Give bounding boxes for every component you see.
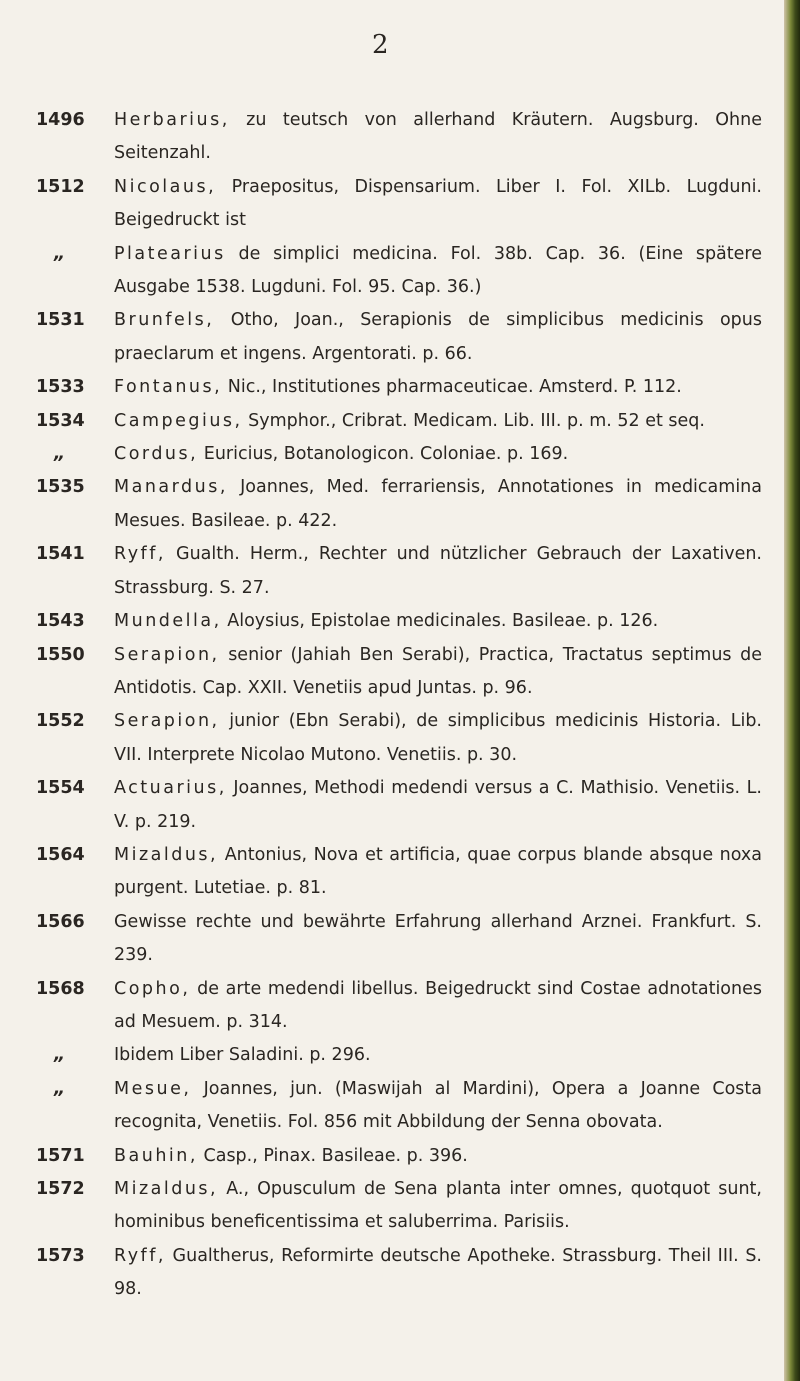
entry-author: Mesue, [114,1078,192,1099]
bibliography-entry [36,238,762,305]
entry-year: „ [54,444,66,465]
entry-description: senior (Jahiah Ben Serabi), Practica, Tractatus septimus de Antidotis. Cap. XXII. Venetiis apud Juntas. p. 96. [114,644,762,698]
bibliography-entry [36,1039,762,1072]
entry-description: Gualth. Herm., Rechter und nützlicher Gebrauch der Laxativen. Strassburg. S. 27. [114,544,762,598]
entry-description: A., Opusculum de Sena planta inter omnes, quotquot sunt, hominibus beneficentissima et saluberrima. Parisiis. [114,1179,762,1233]
entry-year: 1550 [36,644,85,665]
bibliography-entry [36,405,762,438]
entry-text [114,705,762,772]
entry-description: Joannes, Med. ferrariensis, Annotationes in medicamina Mesues. Basileae. p. 422. [114,477,762,531]
bibliography-entry [36,973,762,1040]
bibliography-entry [36,1073,762,1140]
entry-description: Joannes, Methodi medendi versus a C. Mathisio. Venetiis. L. V. p. 219. [114,778,762,832]
entry-author: Mundella, [114,611,222,632]
entry-author: Bauhin, [114,1145,198,1166]
entry-author: Actuarius, [114,778,227,799]
entry-year: 1496 [36,110,85,130]
bibliography-entry [36,438,762,471]
bibliography-entry [36,171,762,238]
entry-text [114,171,762,238]
entry-year: „ [54,1078,66,1099]
bibliography-entry [36,1140,762,1173]
entry-author: Herbarius, [114,110,230,130]
page-number: 2 [372,30,390,60]
entry-text [114,1140,762,1173]
page-edge-decoration [784,0,800,1381]
entry-author: Cordus, [114,444,199,465]
entry-description: Ibidem Liber Saladini. p. 296. [114,1045,371,1066]
entry-description: Gualtherus, Reformirte deutsche Apotheke. Strassburg. Theil III. S. 98. [114,1245,762,1300]
entry-author: Mizaldus, [114,1179,219,1199]
entry-description: zu teutsch von allerhand Kräutern. Augsburg. Ohne Seitenzahl. [114,110,762,164]
entry-author: Ryff, [114,544,166,565]
entry-description: Gewisse rechte und bewährte Erfahrung allerhand Arznei. Frankfurt. S. 239. [114,911,762,966]
entry-text [114,839,762,906]
bibliography-entry [36,772,762,839]
entry-author: Mizaldus, [114,844,219,865]
entry-text [114,1240,762,1307]
entry-year: 1541 [36,544,85,565]
entry-description: Antonius, Nova et artificia, quae corpus blande absque noxa purgent. Lutetiae. p. 81. [114,844,762,899]
entry-text [114,906,762,973]
bibliography-entry [36,538,762,605]
entry-year: „ [54,1045,66,1066]
entry-year: 1568 [36,978,85,999]
entry-year: 1531 [36,310,85,331]
entry-description: junior (Ebn Serabi), de simplicibus medicinis Historia. Lib. VII. Interprete Nicolao Mutono. Venetiis. p. 30. [114,711,762,765]
bibliography-entry [36,1240,762,1307]
entry-year: 1564 [36,844,85,865]
entry-text [114,438,762,471]
entry-author: Copho, [114,978,191,999]
entry-year: 1534 [36,410,85,431]
entry-description: Euricius, Botanologicon. Coloniae. p. 169. [198,444,569,465]
entry-author: Platearius [114,243,226,264]
entry-description: Casp., Pinax. Basileae. p. 396. [197,1145,468,1166]
entry-text [114,104,762,171]
entry-year: 1572 [36,1179,85,1199]
entry-year: „ [54,243,66,264]
bibliography-entry [36,104,762,171]
entry-text [114,471,762,538]
bibliography-entry [36,471,762,538]
bibliography-entry [36,1173,762,1240]
bibliography-list [36,104,762,1307]
entry-year: 1566 [36,911,85,932]
bibliography-entry [36,639,762,706]
bibliography-entry [36,605,762,638]
entry-text [114,371,762,404]
entry-text [114,1039,762,1072]
bibliography-entry [36,705,762,772]
entry-description: Symphor., Cribrat. Medicam. Lib. III. p. m. 52 et seq. [242,410,705,431]
entry-description: Praepositus, Dispensarium. Liber I. Fol. XILb. Lugduni. Beigedruckt ist [114,176,762,231]
entry-description: de simplici medicina. Fol. 38b. Cap. 36. (Eine spätere Ausgabe 1538. Lugduni. Fol. 95. Cap. 36.) [114,243,762,298]
entry-description: Otho, Joan., Serapionis de simplicibus medicinis opus praeclarum et ingens. Argentorati. p. 66. [114,310,762,364]
entry-year: 1573 [36,1245,85,1266]
entry-year: 1554 [36,778,85,799]
bibliography-entry [36,906,762,973]
entry-year: 1533 [36,377,85,398]
entry-text [114,405,762,438]
entry-text [114,538,762,605]
entry-year: 1552 [36,711,85,732]
entry-year: 1543 [36,611,85,632]
entry-author: Serapion, [114,644,220,665]
entry-author: Nicolaus, [114,176,217,197]
entry-description: de arte medendi libellus. Beigedruckt sind Costae adnotationes ad Mesuem. p. 314. [114,978,762,1032]
entry-author: Campegius, [114,410,243,431]
entry-text [114,1173,762,1240]
bibliography-entry [36,371,762,404]
entry-author: Serapion, [114,711,220,732]
entry-description: Aloysius, Epistolae medicinales. Basileae. p. 126. [221,611,659,632]
entry-author: Brunfels, [114,310,215,331]
entry-description: Joannes, jun. (Maswijah al Mardini), Opera a Joanne Costa recognita, Venetiis. Fol. 856 mit Abbildung der Senna obovata. [114,1078,762,1133]
entry-description: Nic., Institutiones pharmaceuticae. Amsterd. P. 112. [222,377,682,398]
entry-author: Fontanus, [114,377,223,398]
entry-text [114,304,762,371]
entry-text [114,772,762,839]
entry-year: 1512 [36,176,85,197]
entry-text [114,639,762,706]
bibliography-entry [36,304,762,371]
entry-year: 1535 [36,477,85,498]
entry-author: Manardus, [114,477,228,498]
entry-text [114,1073,762,1140]
entry-text [114,238,762,305]
entry-text [114,605,762,638]
bibliography-entry [36,839,762,906]
entry-text [114,973,762,1040]
entry-year: 1571 [36,1145,85,1166]
entry-author: Ryff, [114,1245,166,1266]
